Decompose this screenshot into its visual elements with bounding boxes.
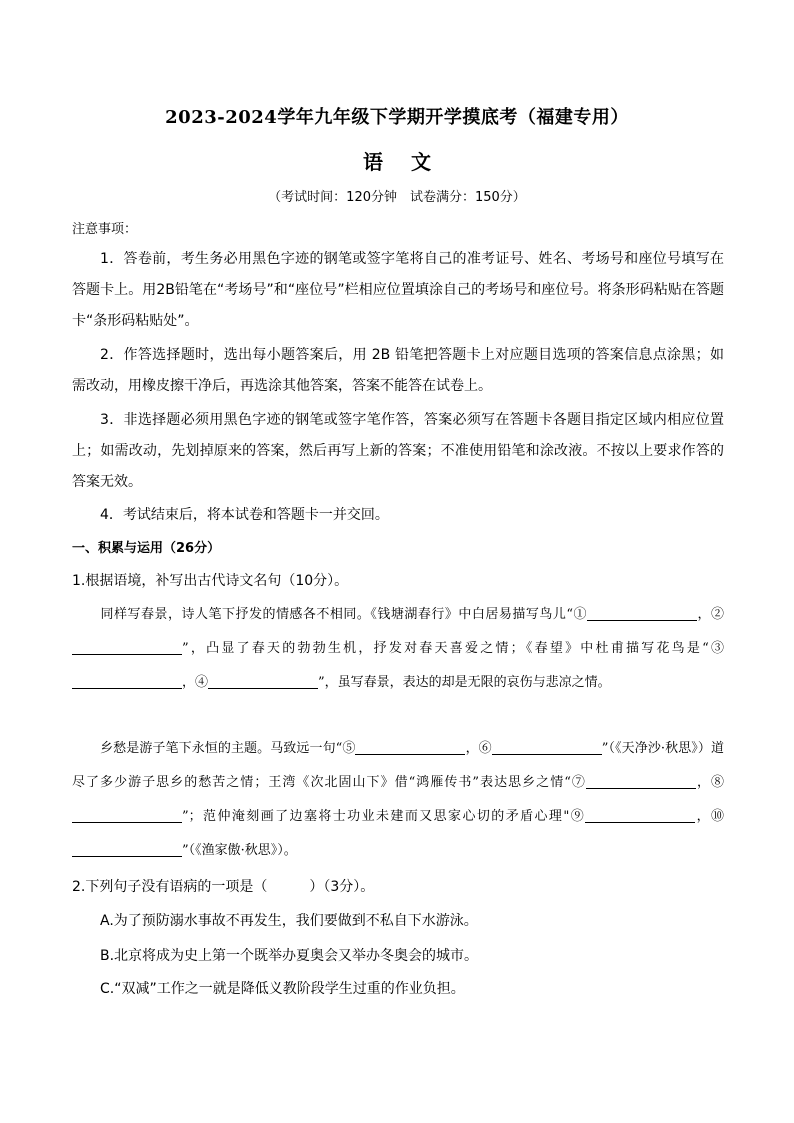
option-b[interactable]: B.北京将成为史上第一个既举办夏奥会又举办冬奥会的城市。 xyxy=(100,948,479,964)
subject-title xyxy=(0,146,794,175)
option-a[interactable]: A.为了预防溺水事故不再发生，我们要做到不私自下水游泳。 xyxy=(100,913,478,929)
note-item-4: 4．考试结束后，将本试卷和答题卡一并交回。 xyxy=(100,507,389,523)
subject-char-1: 语 xyxy=(363,150,383,174)
answer-blank-2[interactable] xyxy=(72,639,182,655)
answer-blank-6[interactable] xyxy=(492,739,602,755)
answer-blank-1[interactable] xyxy=(587,605,697,621)
question-1-paragraph-1: 同样写春景，诗人笔下抒发的情感各不相同。《钱塘湖春行》中白居易描写鸟儿“① ，②”，凸显了春天的勃勃生机，抒发对春天喜爱之情；《春望》中杜甫描写花鸟是“③，④ ”，虽写春景，表达的却是无限的哀伤与悲凉之情。 xyxy=(72,598,724,700)
section-heading: 一、积累与运用（26分） xyxy=(72,541,221,556)
answer-blank-3[interactable] xyxy=(72,673,182,689)
answer-blank-8[interactable] xyxy=(72,807,182,823)
question-1-stem: 1.根据语境，补写出古代诗文名句（10分）。 xyxy=(72,573,349,589)
note-item-2: 2．作答选择题时，选出每小题答案后，用 2B 铅笔把答题卡上对应题目选项的答案信息点涂黑；如需改动，用橡皮擦干净后，再选涂其他答案，答案不能答在试卷上。 xyxy=(72,347,724,394)
answer-blank-4[interactable] xyxy=(208,673,318,689)
question-1-paragraph-2: 乡愁是游子笔下永恒的主题。马致远一句“⑤ ，⑥ ”（《天净沙·秋思》）道尽了多少游子思乡的愁苦之情；王湾《次北固山下》借“鸿雁传书”表达思乡之情“⑦ ，⑧”；范仲淹刻画了边塞将士功业未建而又思家心切的矛盾心理"⑨ ，⑩”（《渔家傲·秋思》）。 xyxy=(72,741,724,858)
exam-title: 2023-2024学年九年级下学期开学摸底考（福建专用） xyxy=(165,107,629,128)
option-c[interactable]: C.“双减”工作之一就是降低义教阶段学生过重的作业负担。 xyxy=(100,981,465,997)
note-item-1: 1．答卷前，考生务必用黑色字迹的钢笔或签字笔将自己的准考证号、姓名、考场号和座位号填写在答题卡上。用2B铅笔在“考场号”和“座位号”栏相应位置填涂自己的考场号和座位号。将条形码粘贴在答题卡“条形码粘贴处”。 xyxy=(72,251,724,329)
answer-blank-9[interactable] xyxy=(585,807,695,823)
notes-heading: 注意事项： xyxy=(72,222,138,237)
question-2-stem: 2.下列句子没有语病的一项是（ ）（3分）。 xyxy=(72,879,375,895)
note-item-3: 3．非选择题必须用黑色字迹的钢笔或签字笔作答，答案必须写在答题卡各题目指定区域内相应位置上；如需改动，先划掉原来的答案，然后再写上新的答案；不准使用铅笔和涂改液。不按以上要求作答的答案无效。 xyxy=(72,412,724,490)
exam-info: （考试时间：120分钟 试卷满分：150分） xyxy=(268,190,526,205)
answer-blank-5[interactable] xyxy=(355,739,465,755)
subject-char-2: 文 xyxy=(411,150,431,174)
answer-blank-10[interactable] xyxy=(72,841,182,857)
answer-blank-7[interactable] xyxy=(586,773,696,789)
